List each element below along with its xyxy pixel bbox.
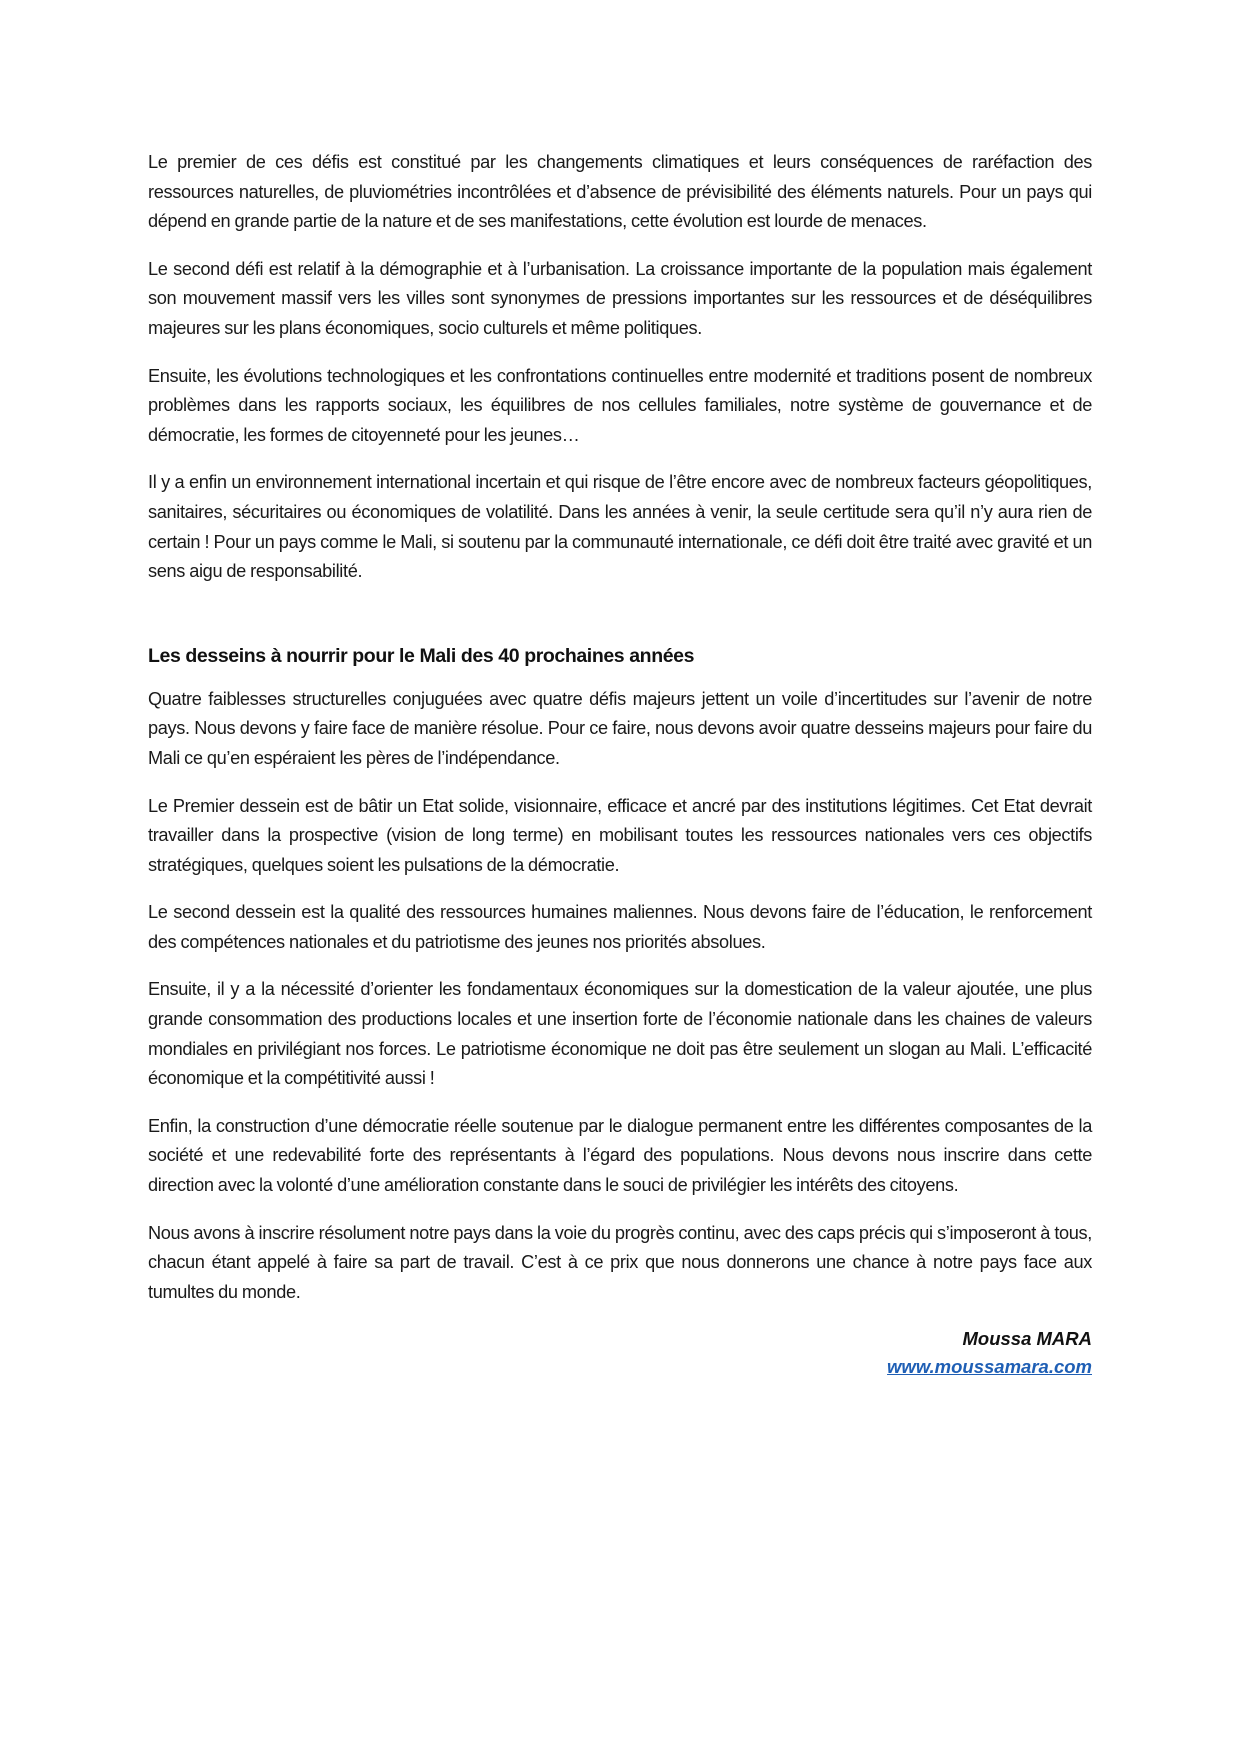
paragraph-international-challenge: Il y a enfin un environnement international incertain et qui risque de l’être encore avec de nombreux facteurs géopolitiques, sanitaires, sécuritaires ou économiques de volatilité. Dans les années à venir, la seule certitude sera qu’il n’y aura rien de certain ! Pour un pays comme le Mali, si soutenu par la communauté internationale, ce défi doit être traité avec gravité et un sens aigu de responsabilité. xyxy=(148,472,1092,582)
ambitions-section xyxy=(148,641,1092,1308)
paragraph-demography-challenge: Le second défi est relatif à la démographie et à l’urbanisation. La croissance importante de la population mais également son mouvement massif vers les villes sont synonymes de pressions importantes sur les ressources et de déséquilibres majeures sur les plans économiques, socio culturels et même politiques. xyxy=(148,258,1092,338)
paragraph-climate-challenge: Le premier de ces défis est constitué par les changements climatiques et leurs conséquences de raréfaction des ressources naturelles, de pluviométries incontrôlées et d’absence de prévisibilité des éléments naturels. Pour un pays qui dépend en grande partie de la nature et de ses manifestations, cette évolution est lourde de menaces. xyxy=(148,152,1092,232)
website-link[interactable]: www.moussamara.com xyxy=(887,1356,1092,1378)
paragraph-intro: Quatre faiblesses structurelles conjuguées avec quatre défis majeurs jettent un voile d’incertitudes sur l’avenir de notre pays. Nous devons y faire face de manière résolue. Pour ce faire, nous devons avoir quatre desseins majeurs pour faire du Mali ce qu’en espéraient les pères de l’indépendance. xyxy=(148,688,1092,768)
author-name: Moussa MARA xyxy=(962,1328,1092,1350)
paragraph-fourth-ambition: Enfin, la construction d’une démocratie réelle soutenue par le dialogue permanent entre les différentes composantes de la société et une redevabilité forte des représentants à l’égard des populations. Nous devons nous inscrire dans cette direction avec la volonté d’une amélioration constante dans le souci de privilégier les intérêts des citoyens. xyxy=(148,1115,1092,1196)
challenges-section xyxy=(148,148,1092,587)
section-heading: Les desseins à nourrir pour le Mali des 40 prochaines années xyxy=(148,644,695,667)
paragraph-conclusion: Nous avons à inscrire résolument notre pays dans la voie du progrès continu, avec des caps précis qui s’imposeront à tous, chacun étant appelé à faire sa part de travail. C’est à ce prix que nous donnerons une chance à notre pays face aux tumultes du monde. xyxy=(148,1222,1092,1302)
paragraph-technology-challenge: Ensuite, les évolutions technologiques et les confrontations continuelles entre modernité et traditions posent de nombreux problèmes dans les rapports sociaux, les équilibres de nos cellules familiales, notre système de gouvernance et de démocratie, les formes de citoyenneté pour les jeunes… xyxy=(148,365,1092,445)
section-spacer xyxy=(148,605,1092,641)
paragraph-first-ambition: Le Premier dessein est de bâtir un Etat solide, visionnaire, efficace et ancré par des institutions légitimes. Cet Etat devrait travailler dans la prospective (vision de long terme) en mobilisant toutes les ressources nationales vers ces objectifs stratégiques, quelques soient les pulsations de la démocratie. xyxy=(148,795,1092,875)
paragraph-second-ambition: Le second dessein est la qualité des ressources humaines maliennes. Nous devons faire de l’éducation, le renforcement des compétences nationales et du patriotisme des jeunes nos priorités absolues. xyxy=(148,902,1092,952)
paragraph-third-ambition: Ensuite, il y a la nécessité d’orienter les fondamentaux économiques sur la domestication de la valeur ajoutée, une plus grande consommation des productions locales et une insertion forte de l’économie nationale dans les chaines de valeurs mondiales en privilégiant nos forces. Le patriotisme économique ne doit pas être seulement un slogan au Mali. L’efficacité économique et la compétitivité aussi ! xyxy=(148,979,1092,1089)
document-page xyxy=(148,148,1092,1381)
signature-block xyxy=(148,1325,1092,1381)
